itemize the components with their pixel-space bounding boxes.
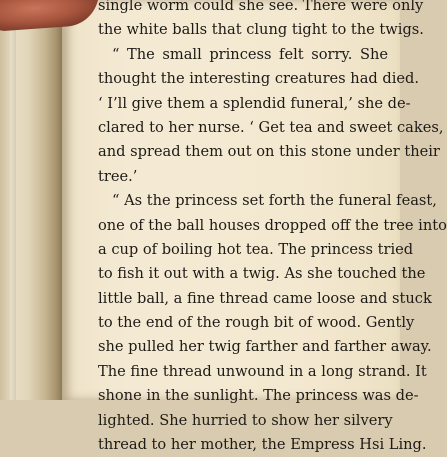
text-line: “ The small princess felt sorry. She xyxy=(112,45,388,63)
text-line: The fine thread unwound in a long strand. It xyxy=(98,362,427,380)
text-line: ‘ I’ll give them a splendid funeral,’ she de- xyxy=(98,94,411,112)
text-line: “ As the princess set forth the funeral feast, xyxy=(112,192,437,210)
text-line: the white balls that clung tight to the twigs. xyxy=(98,21,424,39)
text-line: tree.’ xyxy=(98,167,138,185)
text-line: lighted. She hurried to show her silvery xyxy=(98,411,393,429)
text-line: thread to her mother, the Empress Hsi Ling. xyxy=(98,436,427,454)
text-line: single worm could she see. There were only xyxy=(98,0,424,14)
text-line: she pulled her twig farther and farther away. xyxy=(98,338,432,356)
text-line: clared to her nurse. ‘ Get tea and sweet cakes, xyxy=(98,118,444,136)
page-fold-highlight xyxy=(10,0,16,400)
text-line: shone in the sunlight. The princess was de- xyxy=(98,387,419,405)
text-line: to fish it out with a twig. As she touched the xyxy=(98,265,426,283)
text-line: little ball, a fine thread came loose and stuck xyxy=(98,289,432,307)
text-line: to the end of the rough bit of wood. Gently xyxy=(98,314,415,332)
text-line: a cup of boiling hot tea. The princess tried xyxy=(98,240,414,258)
text-line: one of the ball houses dropped off the tree into xyxy=(98,216,447,234)
page-text xyxy=(98,0,447,457)
text-line: and spread them out on this stone under their xyxy=(98,143,440,161)
text-line: thought the interesting creatures had died. xyxy=(98,70,420,88)
